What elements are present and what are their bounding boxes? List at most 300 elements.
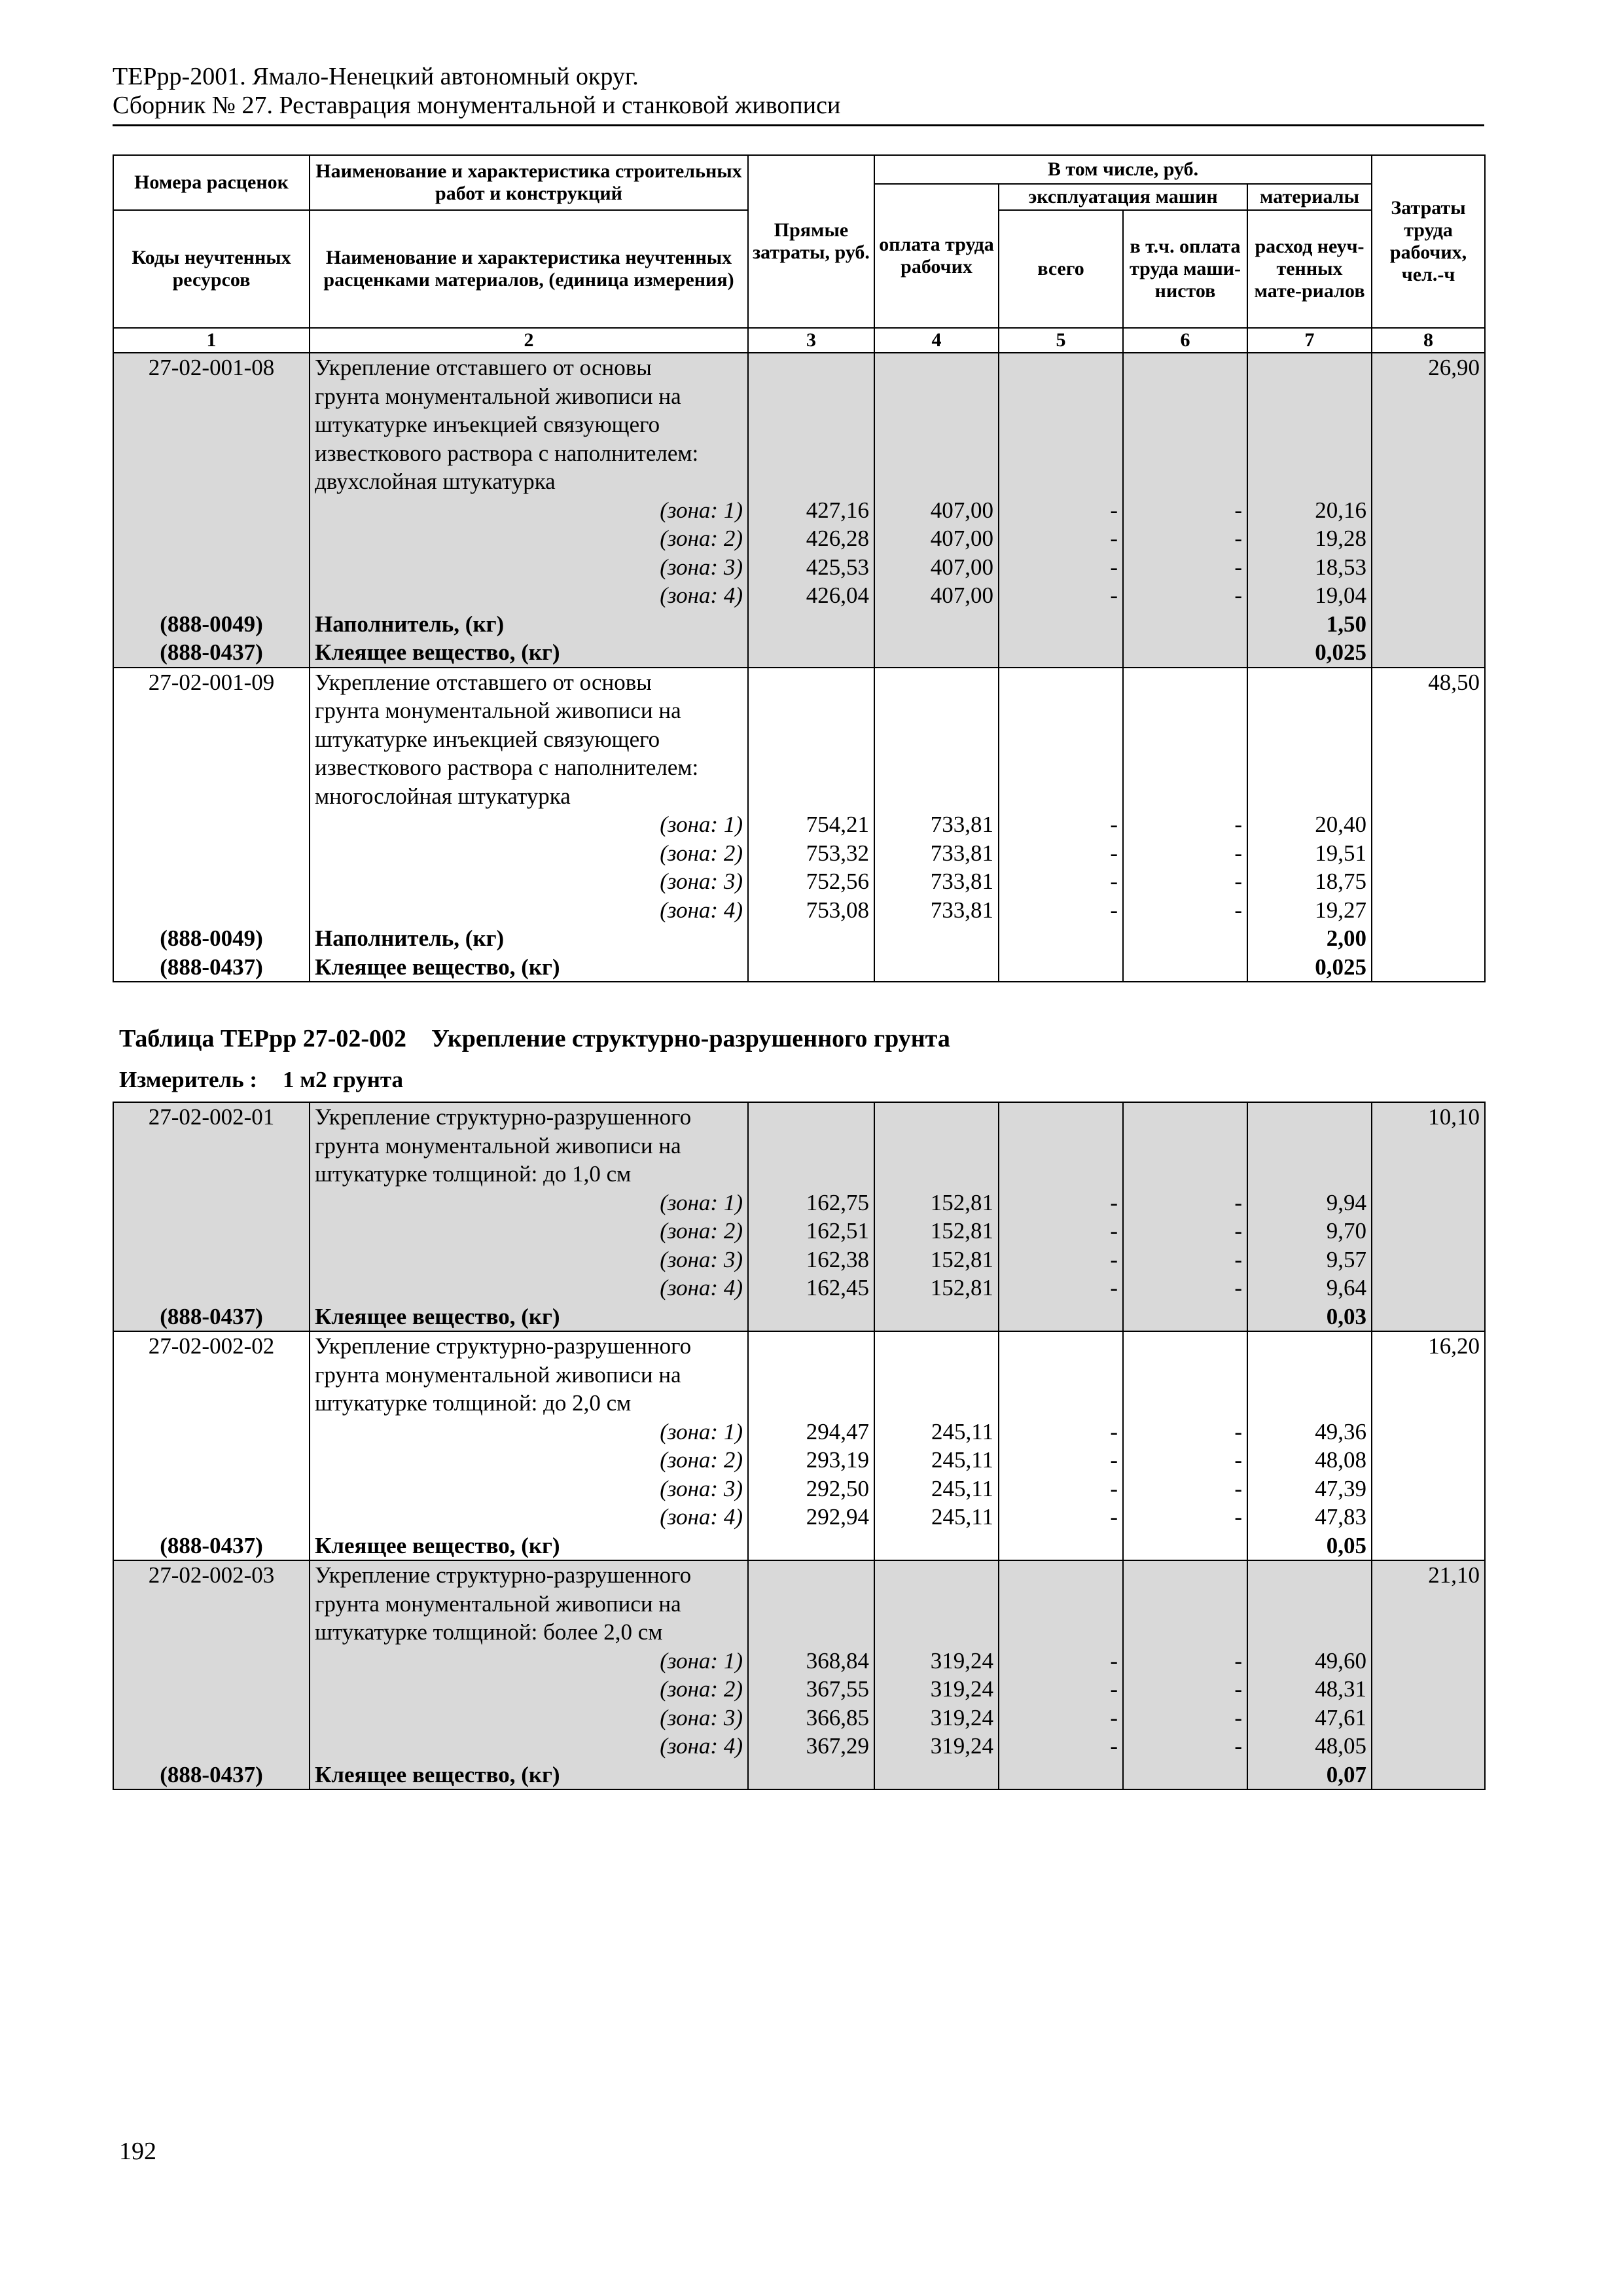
labor-cost: 16,20	[1372, 1331, 1485, 1361]
cell-empty	[874, 410, 999, 439]
col-head-direct-costs: Прямые затраты, руб.	[748, 155, 874, 328]
machinist-wages: -	[1123, 1647, 1247, 1676]
direct-cost: 292,94	[748, 1503, 874, 1532]
zone-row	[113, 1189, 1485, 1217]
cell-empty	[1372, 867, 1485, 896]
cell-empty	[999, 1331, 1123, 1361]
cell-empty	[113, 725, 310, 754]
cell-empty	[748, 1302, 874, 1332]
table-title	[119, 1024, 950, 1053]
cell-empty	[113, 896, 310, 925]
machines-total: -	[999, 553, 1123, 582]
zone-row	[113, 1274, 1485, 1302]
machines-total: -	[999, 524, 1123, 553]
cell-empty	[748, 410, 874, 439]
rate-name-row	[113, 1590, 1485, 1619]
machinist-wages: -	[1123, 1274, 1247, 1302]
machinist-wages: -	[1123, 810, 1247, 839]
cell-empty	[113, 1675, 310, 1704]
cell-empty	[113, 382, 310, 411]
cell-empty	[1372, 1217, 1485, 1246]
direct-cost: 367,29	[748, 1732, 874, 1761]
direct-cost: 425,53	[748, 553, 874, 582]
direct-cost: 162,51	[748, 1217, 874, 1246]
cell-empty	[874, 1331, 999, 1361]
col-head-material-name: Наименование и характеристика неучтенных расценками материалов, (единица измерения)	[310, 210, 748, 328]
cell-empty	[1372, 1246, 1485, 1274]
machinist-wages: -	[1123, 1446, 1247, 1475]
cell-empty	[874, 1302, 999, 1332]
col-number: 4	[874, 328, 999, 353]
machinist-wages: -	[1123, 1246, 1247, 1274]
machinist-wages: -	[1123, 1418, 1247, 1446]
cell-empty	[999, 668, 1123, 697]
zone-label: (зона: 1)	[310, 810, 748, 839]
rate-name-line: двухслойная штукатурка	[310, 467, 748, 496]
cell-empty	[1372, 782, 1485, 811]
cell-empty	[1247, 439, 1372, 468]
cell-empty	[1247, 1361, 1372, 1390]
cell-empty	[874, 753, 999, 782]
worker-wages: 152,81	[874, 1246, 999, 1274]
cell-empty	[999, 725, 1123, 754]
cell-empty	[1247, 668, 1372, 697]
cell-empty	[1372, 753, 1485, 782]
col-head-worker-wages: оплата труда рабочих	[874, 184, 999, 328]
page-header	[113, 62, 1484, 120]
resource-row	[113, 610, 1485, 639]
resource-code: (888-0049)	[113, 610, 310, 639]
cell-empty	[1247, 467, 1372, 496]
zone-label: (зона: 4)	[310, 1503, 748, 1532]
rate-name-row	[113, 1361, 1485, 1390]
cell-empty	[113, 839, 310, 868]
cell-empty	[1123, 953, 1247, 982]
col-head-material-use: расход неуч-тенных мате-риалов	[1247, 210, 1372, 328]
cell-empty	[1247, 353, 1372, 382]
cell-empty	[999, 782, 1123, 811]
rate-row	[113, 1331, 1485, 1361]
labor-cost: 48,50	[1372, 668, 1485, 697]
cell-empty	[748, 1102, 874, 1132]
materials-cost: 20,40	[1247, 810, 1372, 839]
zone-row	[113, 867, 1485, 896]
cell-empty	[748, 782, 874, 811]
materials-cost: 49,60	[1247, 1647, 1372, 1676]
cell-empty	[1372, 1475, 1485, 1503]
cell-empty	[1372, 439, 1485, 468]
rate-name-row	[113, 725, 1485, 754]
rate-name-line: Укрепление структурно-разрушенного	[310, 1331, 748, 1361]
worker-wages: 407,00	[874, 553, 999, 582]
machinist-wages: -	[1123, 1503, 1247, 1532]
cell-empty	[999, 1590, 1123, 1619]
cell-empty	[1123, 410, 1247, 439]
resource-code: (888-0437)	[113, 953, 310, 982]
cell-empty	[1123, 439, 1247, 468]
machinist-wages: -	[1123, 1704, 1247, 1732]
resource-consumption: 2,00	[1247, 924, 1372, 953]
cell-empty	[748, 953, 874, 982]
resource-consumption: 0,05	[1247, 1532, 1372, 1561]
machinist-wages: -	[1123, 1217, 1247, 1246]
machines-total: -	[999, 581, 1123, 610]
cell-empty	[1372, 1302, 1485, 1332]
col-head-machinist-wages: в т.ч. оплата труда маши-нистов	[1123, 210, 1247, 328]
cell-empty	[113, 1503, 310, 1532]
col-number: 2	[310, 328, 748, 353]
cell-empty	[113, 1132, 310, 1160]
worker-wages: 152,81	[874, 1217, 999, 1246]
materials-cost: 19,28	[1247, 524, 1372, 553]
cell-empty	[113, 1704, 310, 1732]
direct-cost: 752,56	[748, 867, 874, 896]
cell-empty	[999, 1132, 1123, 1160]
direct-cost: 162,38	[748, 1246, 874, 1274]
cell-empty	[1372, 1189, 1485, 1217]
resource-code: (888-0437)	[113, 638, 310, 668]
machinist-wages: -	[1123, 581, 1247, 610]
cell-empty	[874, 1160, 999, 1189]
cell-empty	[999, 696, 1123, 725]
materials-cost: 9,70	[1247, 1217, 1372, 1246]
cell-empty	[748, 610, 874, 639]
direct-cost: 426,28	[748, 524, 874, 553]
cell-empty	[874, 953, 999, 982]
cell-empty	[113, 1418, 310, 1446]
cell-empty	[1247, 753, 1372, 782]
rate-row	[113, 353, 1485, 382]
zone-label: (зона: 1)	[310, 1647, 748, 1676]
cell-empty	[748, 725, 874, 754]
resource-code: (888-0437)	[113, 1302, 310, 1332]
zone-label: (зона: 2)	[310, 1217, 748, 1246]
worker-wages: 407,00	[874, 524, 999, 553]
rates-table-1	[113, 154, 1486, 982]
machines-total: -	[999, 1475, 1123, 1503]
cell-empty	[1123, 1389, 1247, 1418]
machinist-wages: -	[1123, 896, 1247, 925]
zone-label: (зона: 3)	[310, 1704, 748, 1732]
cell-empty	[748, 924, 874, 953]
zone-label: (зона: 3)	[310, 1246, 748, 1274]
cell-empty	[748, 1560, 874, 1590]
resource-row	[113, 1532, 1485, 1561]
direct-cost: 162,45	[748, 1274, 874, 1302]
cell-empty	[999, 1302, 1123, 1332]
zone-label: (зона: 4)	[310, 1274, 748, 1302]
direct-cost: 294,47	[748, 1418, 874, 1446]
cell-empty	[1123, 1102, 1247, 1132]
cell-empty	[113, 553, 310, 582]
cell-empty	[1372, 467, 1485, 496]
cell-empty	[1123, 1590, 1247, 1619]
cell-empty	[1372, 810, 1485, 839]
resource-consumption: 0,07	[1247, 1761, 1372, 1790]
cell-empty	[113, 810, 310, 839]
machines-total: -	[999, 1647, 1123, 1676]
machines-total: -	[999, 1704, 1123, 1732]
machinist-wages: -	[1123, 1675, 1247, 1704]
cell-empty	[874, 353, 999, 382]
worker-wages: 733,81	[874, 810, 999, 839]
cell-empty	[874, 439, 999, 468]
cell-empty	[874, 382, 999, 411]
cell-empty	[113, 410, 310, 439]
machinist-wages: -	[1123, 496, 1247, 525]
cell-empty	[999, 410, 1123, 439]
rate-name-row	[113, 753, 1485, 782]
header-line-2: Сборник № 27. Реставрация монументальной и станковой живописи	[113, 92, 841, 119]
materials-cost: 48,31	[1247, 1675, 1372, 1704]
zone-row	[113, 839, 1485, 868]
cell-empty	[748, 353, 874, 382]
cell-empty	[1372, 553, 1485, 582]
cell-empty	[1247, 696, 1372, 725]
measure-unit	[119, 1067, 403, 1093]
direct-cost: 754,21	[748, 810, 874, 839]
rate-name-line: грунта монументальной живописи на	[310, 696, 748, 725]
resource-name: Клеящее вещество, (кг)	[310, 638, 748, 668]
worker-wages: 407,00	[874, 496, 999, 525]
zone-row	[113, 1732, 1485, 1761]
cell-empty	[1247, 782, 1372, 811]
rate-name-line: грунта монументальной живописи на	[310, 1590, 748, 1619]
cell-empty	[113, 467, 310, 496]
rate-name-row	[113, 467, 1485, 496]
cell-empty	[113, 1618, 310, 1647]
machines-total: -	[999, 1446, 1123, 1475]
resource-consumption: 0,03	[1247, 1302, 1372, 1332]
cell-empty	[1372, 410, 1485, 439]
cell-empty	[748, 1132, 874, 1160]
cell-empty	[113, 753, 310, 782]
machinist-wages: -	[1123, 1475, 1247, 1503]
machines-total: -	[999, 1675, 1123, 1704]
cell-empty	[113, 439, 310, 468]
cell-empty	[1372, 1446, 1485, 1475]
cell-empty	[113, 524, 310, 553]
rate-row	[113, 1560, 1485, 1590]
resource-consumption: 0,025	[1247, 638, 1372, 668]
cell-empty	[1372, 524, 1485, 553]
materials-cost: 47,61	[1247, 1704, 1372, 1732]
worker-wages: 152,81	[874, 1189, 999, 1217]
cell-empty	[748, 1361, 874, 1390]
cell-empty	[113, 1647, 310, 1676]
cell-empty	[113, 1389, 310, 1418]
rate-name-row	[113, 1132, 1485, 1160]
col-head-work-name: Наименование и характеристика строительных работ и конструкций	[310, 155, 748, 210]
rate-name-row	[113, 782, 1485, 811]
cell-empty	[1123, 1761, 1247, 1790]
cell-empty	[1123, 610, 1247, 639]
cell-empty	[1247, 1590, 1372, 1619]
rate-name-line: многослойная штукатурка	[310, 782, 748, 811]
cell-empty	[1123, 1331, 1247, 1361]
cell-empty	[748, 1590, 874, 1619]
worker-wages: 319,24	[874, 1732, 999, 1761]
cell-empty	[1123, 924, 1247, 953]
cell-empty	[113, 1361, 310, 1390]
cell-empty	[748, 1389, 874, 1418]
cell-empty	[1123, 467, 1247, 496]
materials-cost: 18,53	[1247, 553, 1372, 582]
machines-total: -	[999, 1189, 1123, 1217]
worker-wages: 407,00	[874, 581, 999, 610]
machines-total: -	[999, 1217, 1123, 1246]
cell-empty	[1372, 896, 1485, 925]
cell-empty	[1372, 1389, 1485, 1418]
rate-code: 27-02-001-09	[113, 668, 310, 697]
rate-name-line: штукатурке толщиной: до 2,0 см	[310, 1389, 748, 1418]
resource-name: Клеящее вещество, (кг)	[310, 1761, 748, 1790]
page-number: 192	[119, 2138, 156, 2165]
cell-empty	[874, 725, 999, 754]
cell-empty	[1372, 839, 1485, 868]
materials-cost: 9,57	[1247, 1246, 1372, 1274]
resource-row	[113, 924, 1485, 953]
cell-empty	[1372, 1675, 1485, 1704]
cell-empty	[1247, 1618, 1372, 1647]
cell-empty	[1372, 1618, 1485, 1647]
cell-empty	[113, 782, 310, 811]
cell-empty	[1372, 1160, 1485, 1189]
cell-empty	[874, 1361, 999, 1390]
zone-label: (зона: 4)	[310, 896, 748, 925]
direct-cost: 162,75	[748, 1189, 874, 1217]
rate-name-line: штукатурке инъекцией связующего	[310, 725, 748, 754]
cell-empty	[874, 1560, 999, 1590]
worker-wages: 319,24	[874, 1704, 999, 1732]
materials-cost: 47,83	[1247, 1503, 1372, 1532]
machinist-wages: -	[1123, 1732, 1247, 1761]
measure-label: Измеритель :	[119, 1067, 258, 1092]
cell-empty	[874, 638, 999, 668]
cell-empty	[1372, 1704, 1485, 1732]
cell-empty	[874, 1132, 999, 1160]
resource-consumption: 1,50	[1247, 610, 1372, 639]
col-number: 5	[999, 328, 1123, 353]
cell-empty	[113, 1246, 310, 1274]
rate-name-line: штукатурке инъекцией связующего	[310, 410, 748, 439]
worker-wages: 245,11	[874, 1503, 999, 1532]
col-head-resource-codes: Коды неучтенных ресурсов	[113, 210, 310, 328]
machines-total: -	[999, 810, 1123, 839]
cell-empty	[1123, 696, 1247, 725]
materials-cost: 19,04	[1247, 581, 1372, 610]
cell-empty	[874, 1102, 999, 1132]
cell-empty	[748, 382, 874, 411]
cell-empty	[1123, 382, 1247, 411]
cell-empty	[1372, 1418, 1485, 1446]
direct-cost: 366,85	[748, 1704, 874, 1732]
machines-total: -	[999, 1732, 1123, 1761]
cell-empty	[999, 353, 1123, 382]
rate-name-row	[113, 382, 1485, 411]
worker-wages: 733,81	[874, 867, 999, 896]
rate-row	[113, 668, 1485, 697]
resource-row	[113, 953, 1485, 982]
materials-cost: 48,05	[1247, 1732, 1372, 1761]
materials-cost: 18,75	[1247, 867, 1372, 896]
direct-cost: 292,50	[748, 1475, 874, 1503]
cell-empty	[1372, 696, 1485, 725]
direct-cost: 753,32	[748, 839, 874, 868]
cell-empty	[1372, 1732, 1485, 1761]
col-head-machines-total: всего	[999, 210, 1123, 328]
cell-empty	[874, 782, 999, 811]
cell-empty	[1123, 1302, 1247, 1332]
rate-code: 27-02-002-01	[113, 1102, 310, 1132]
cell-empty	[1372, 1761, 1485, 1790]
cell-empty	[113, 1590, 310, 1619]
cell-empty	[1247, 1132, 1372, 1160]
cell-empty	[1247, 1560, 1372, 1590]
rate-name-row	[113, 410, 1485, 439]
zone-row	[113, 1675, 1485, 1704]
cell-empty	[748, 1761, 874, 1790]
cell-empty	[1123, 353, 1247, 382]
materials-cost: 49,36	[1247, 1418, 1372, 1446]
cell-empty	[999, 953, 1123, 982]
cell-empty	[1123, 725, 1247, 754]
zone-row	[113, 1647, 1485, 1676]
cell-empty	[1372, 1361, 1485, 1390]
zone-label: (зона: 4)	[310, 1732, 748, 1761]
cell-empty	[874, 696, 999, 725]
cell-empty	[874, 1618, 999, 1647]
cell-empty	[748, 638, 874, 668]
cell-empty	[1372, 1274, 1485, 1302]
direct-cost: 753,08	[748, 896, 874, 925]
rate-name-line: Укрепление структурно-разрушенного	[310, 1102, 748, 1132]
cell-empty	[113, 1274, 310, 1302]
col-number: 1	[113, 328, 310, 353]
zone-label: (зона: 2)	[310, 1675, 748, 1704]
col-number: 8	[1372, 328, 1485, 353]
materials-cost: 19,27	[1247, 896, 1372, 925]
cell-empty	[1372, 953, 1485, 982]
zone-row	[113, 1246, 1485, 1274]
cell-empty	[1372, 725, 1485, 754]
cell-empty	[113, 1475, 310, 1503]
header-line-1: ТЕРрр-2001. Ямало-Ненецкий автономный округ.	[113, 63, 639, 90]
cell-empty	[1123, 1560, 1247, 1590]
cell-empty	[1123, 1132, 1247, 1160]
rates-table-2	[113, 1102, 1486, 1790]
col-head-rate-numbers: Номера расценок	[113, 155, 310, 210]
materials-cost: 9,64	[1247, 1274, 1372, 1302]
zone-label: (зона: 1)	[310, 1418, 748, 1446]
zone-row	[113, 1704, 1485, 1732]
rate-name-line: грунта монументальной живописи на	[310, 382, 748, 411]
worker-wages: 733,81	[874, 896, 999, 925]
machines-total: -	[999, 1503, 1123, 1532]
worker-wages: 245,11	[874, 1475, 999, 1503]
rate-code: 27-02-001-08	[113, 353, 310, 382]
zone-label: (зона: 2)	[310, 524, 748, 553]
resource-code: (888-0049)	[113, 924, 310, 953]
machines-total: -	[999, 1246, 1123, 1274]
cell-empty	[1372, 496, 1485, 525]
zone-label: (зона: 3)	[310, 553, 748, 582]
cell-empty	[113, 1732, 310, 1761]
machinist-wages: -	[1123, 553, 1247, 582]
cell-empty	[113, 1189, 310, 1217]
zone-row	[113, 524, 1485, 553]
cell-empty	[999, 1532, 1123, 1561]
